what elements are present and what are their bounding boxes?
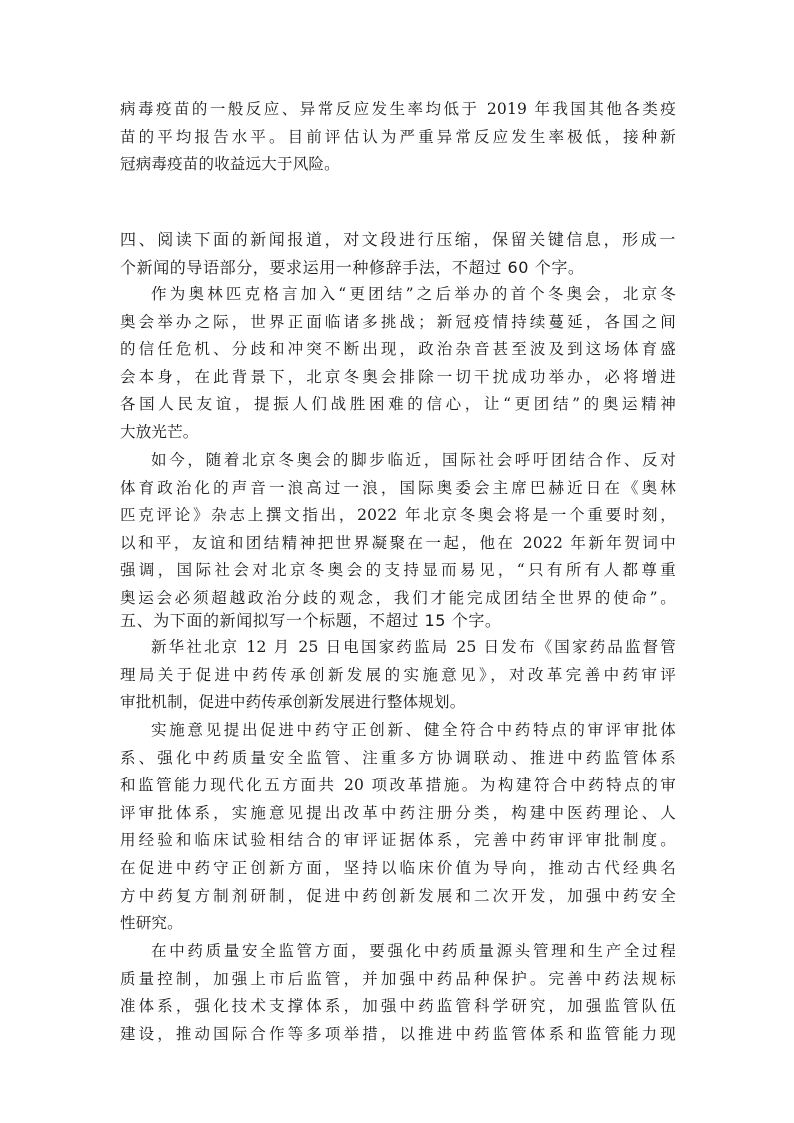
text-line: 新华社北京 12 月 25 日电国家药监局 25 日发布《国家药品监督管 <box>151 638 676 656</box>
text-line: 实施意见提出促进中药守正创新、健全符合中药特点的审评审批体 <box>151 721 676 739</box>
text-line: 的信任危机、分歧和冲突不断出现，政治杂音甚至波及到这场体育盛 <box>120 340 676 359</box>
section5-paragraph-2 <box>120 717 676 938</box>
text-line: 苗的平均报告水平。目前评估认为严重异常反应发生率极低，接种新 <box>120 127 676 146</box>
text-line: 奥会举办之际，世界正面临诸多挑战；新冠疫情持续蔓延，各国之间 <box>120 312 676 331</box>
text-line: 用经验和临床试验相结合的审评证据体系，完善中药审评审批制度。 <box>120 831 676 850</box>
text-line: 以和平，友谊和团结精神把世界凝聚在一起，他在 2022 年新年贺词中 <box>120 533 676 552</box>
text-line: 在中药质量安全监管方面，要强化中药质量源头管理和生产全过程 <box>151 942 676 960</box>
text-line: 如今，随着北京冬奥会的脚步临近，国际社会呼吁团结合作、反对 <box>151 451 676 469</box>
text-line: 大放光芒。 <box>120 422 199 441</box>
text-line: 审批机制，促进中药传承创新发展进行整体规划。 <box>120 693 466 712</box>
heading-line: 四、阅读下面的新闻报道，对文段进行压缩，保留关键信息，形成一 <box>120 230 676 249</box>
text-line: 理局关于促进中药传承创新发展的实施意见》，对改革完善中药审评 <box>120 665 676 684</box>
section4-paragraph-2 <box>120 447 676 613</box>
text-line: 系、强化中药质量安全监管、注重多方协调联动、推进中药监管体系 <box>120 748 676 767</box>
text-line: 作为奥林匹克格言加入“更团结”之后举办的首个冬奥会，北京冬 <box>151 285 676 303</box>
text-line: 评审批体系，实施意见提出改革中药注册分类，构建中医药理论、人 <box>120 803 676 822</box>
text-line: 质量控制，加强上市后监管，并加强中药品种保护。完善中药法规标 <box>120 969 676 988</box>
text-line: 方中药复方制剂研制，促进中药创新发展和二次开发，加强中药安全 <box>120 886 676 905</box>
section4-paragraph-1 <box>120 281 676 447</box>
heading-line: 个新闻的导语部分，要求运用一种修辞手法，不超过 60 个字。 <box>120 257 585 277</box>
text-line: 体育政治化的声音一浪高过一浪，国际奥委会主席巴赫近日在《奥林 <box>120 478 676 497</box>
text-line: 性研究。 <box>120 914 183 933</box>
text-line: 建设，推动国际合作等多项举措，以推进中药监管体系和监管能力现 <box>120 1024 676 1043</box>
section5-paragraph-3 <box>120 938 676 1048</box>
text-line: 匹克评论》杂志上撰文指出，2022 年北京冬奥会将是一个重要时刻， <box>120 506 676 525</box>
intro-paragraph <box>120 96 676 179</box>
section5-paragraph-1 <box>120 634 676 717</box>
heading-line: 五、为下面的新闻拟写一个标题，不超过 15 个字。 <box>120 611 502 630</box>
text-line: 病毒疫苗的一般反应、异常反应发生率均低于 2019 年我国其他各类疫 <box>120 100 676 118</box>
text-line: 和监管能力现代化五方面共 20 项改革措施。为构建符合中药特点的审 <box>120 776 676 795</box>
text-line: 冠病毒疫苗的收益远大于风险。 <box>120 155 340 174</box>
text-line: 奥运会必须超越政治分歧的观念，我们才能完成团结全世界的使命”。 <box>120 588 676 607</box>
section4-heading <box>120 226 676 281</box>
text-line: 会本身，在此背景下，北京冬奥会排除一切干扰成功举办，必将增进 <box>120 367 676 386</box>
text-line: 在促进中药守正创新方面，坚持以临床价值为导向，推动古代经典名 <box>120 858 676 877</box>
text-line: 强调，国际社会对北京冬奥会的支持显而易见，“只有所有人都尊重 <box>120 561 676 580</box>
text-line: 各国人民友谊，提振人们战胜困难的信心，让“更团结”的奥运精神 <box>120 395 676 414</box>
section5-heading <box>120 607 676 635</box>
text-line: 准体系，强化技术支撑体系，加强中药监管科学研究，加强监管队伍 <box>120 997 676 1016</box>
